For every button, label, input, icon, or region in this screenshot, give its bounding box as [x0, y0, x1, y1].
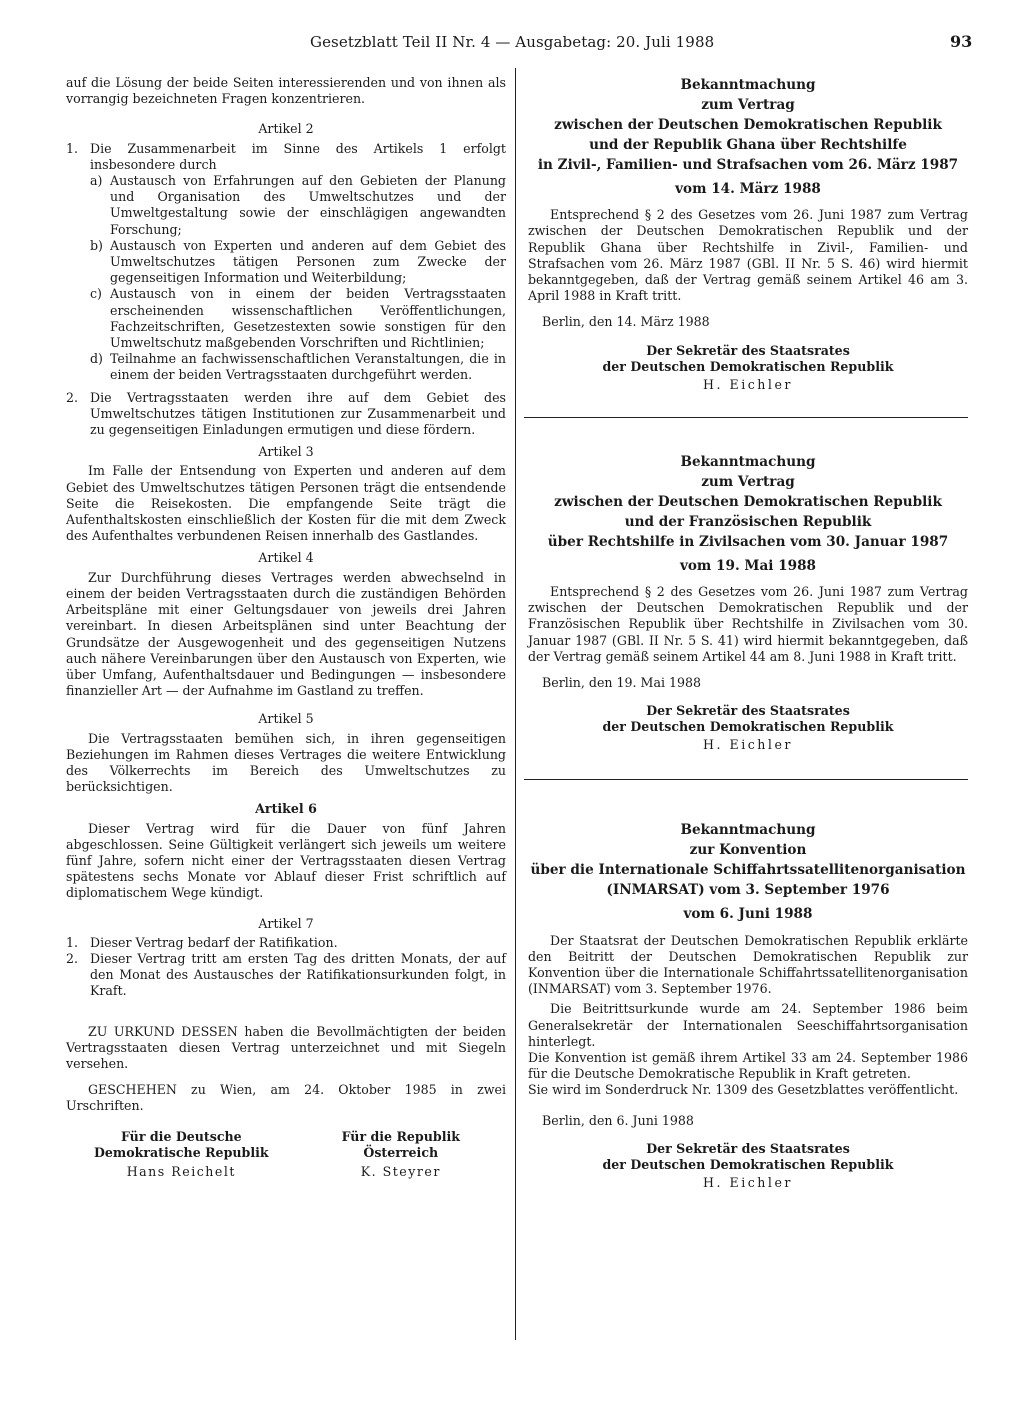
article-2-sub-b — [90, 238, 506, 287]
signatory-party-line: Für die Deutsche — [120, 1128, 242, 1144]
signature-name: H. Eichler — [703, 737, 793, 753]
intro-paragraph: auf die Lösung der beide Seiten interessierenden und von ihnen als vorrangig bezeichneten Fragen konzentrieren. — [66, 75, 506, 107]
notice-title-line: Bekanntmachung — [680, 77, 816, 93]
gazette-title: Gesetzblatt Teil II Nr. 4 — Ausgabetag: 20. Juli 1988 — [310, 33, 715, 51]
signatory-party-line: Demokratische Republik — [94, 1144, 269, 1160]
item-number: 2. — [66, 389, 79, 405]
section-divider — [524, 417, 968, 418]
article-3-text: Im Falle der Entsendung von Experten und anderen auf dem Gebiet des Umweltschutzes tätigen Personen trägt die entsendende Seite die Reisekosten. Die empfangende Seite trägt die Aufenthaltskosten einschließlich der Kosten für die mit dem Zweck des Aufenthaltes verbundenen Reisen innerhalb des Gastlandes. — [66, 463, 506, 544]
notice-title-line: Bekanntmachung — [680, 453, 816, 470]
signature-title-line: Der Sekretär des Staatsrates — [646, 703, 850, 719]
right-column — [528, 75, 968, 1191]
article-7-item-1 — [66, 935, 506, 951]
article-6-heading: Artikel 6 — [255, 801, 317, 817]
place-date: Berlin, den 6. Juni 1988 — [542, 1112, 694, 1128]
notice-title-line: Bekanntmachung — [680, 822, 816, 839]
sub-item-text: Austausch von in einem der beiden Vertragsstaaten erscheinenden wissenschaftlichen Veröffentlichungen, Fachzeitschriften, Gesetzestexten sowie sonstigen für den Umweltschutz maßgebenden Vorschriften und Richtlinien; — [110, 286, 506, 351]
signature-title-line: der Deutschen Demokratischen Republik — [602, 1156, 894, 1172]
article-5-heading: Artikel 5 — [258, 711, 314, 727]
notice-title-line: (INMARSAT) vom 3. September 1976 — [606, 882, 890, 899]
article-4-text: Zur Durchführung dieses Vertrages werden abwechselnd in einem der beiden Vertragsstaaten durch die zuständigen Behörden Arbeitspläne mit einer Geltungsdauer von jeweils drei Jahren vereinbart. In diesen Arbeitsplänen sind unter Beachtung der Grundsätze der Ausgewogenheit und des gegenseitigen Nutzens auch nähere Vereinbarungen über den Austausch von Experten, wie über Umfang, Aufenthaltsdauer und Bedingungen — insbesondere finanzieller Art — der Aufnahme im Gastland zu treffen. — [66, 569, 506, 699]
article-2-sub-d — [90, 351, 506, 383]
sub-item-letter: d) — [90, 351, 103, 367]
article-2-sub-c — [90, 286, 506, 351]
notice-title — [528, 75, 968, 175]
article-2-item-2 — [66, 390, 506, 439]
notice-title-line: zum Vertrag — [701, 97, 795, 113]
article-7-heading: Artikel 7 — [258, 915, 314, 931]
article-7-item-2 — [66, 951, 506, 1000]
sub-item-letter: b) — [90, 237, 103, 253]
notice-text: Die Konvention ist gemäß ihrem Artikel 33 am 24. September 1986 für die Deutsche Demokratische Republik in Kraft getreten. — [528, 1050, 968, 1082]
page-header — [0, 33, 1024, 55]
place-date: Berlin, den 19. Mai 1988 — [542, 675, 702, 691]
article-5-text: Die Vertragsstaaten bemühen sich, in ihren gegenseitigen Beziehungen im Rahmen dieses Vertrages die weitere Entwicklung des Völkerrechts im Bereich des Umweltschutzes zu berücksichtigen. — [66, 730, 506, 795]
signatory-name: K. Steyrer — [360, 1163, 441, 1179]
article-2-item-1 — [66, 141, 506, 173]
signatory-party-line: Für die Republik — [341, 1128, 460, 1144]
signature-title-line: Der Sekretär des Staatsrates — [646, 342, 850, 358]
item-number: 2. — [66, 950, 79, 966]
notice-ghana — [528, 75, 968, 393]
notice-text: Entsprechend § 2 des Gesetzes vom 26. Juni 1987 zum Vertrag zwischen der Deutschen Demokratischen Republik und der Republik Ghana über Rechtshilfe in Zivil-, Familien- und Strafsachen vom 26. März 1987 (GBl. II Nr. 5 S. 46) wird hiermit bekanntgegeben, daß der Vertrag gemäß seinem Artikel 46 am 3. April 1988 in Kraft tritt. — [528, 207, 968, 304]
done-at-clause: GESCHEHEN zu Wien, am 24. Oktober 1985 in zwei Urschriften. — [66, 1082, 506, 1114]
notice-france — [528, 452, 968, 754]
item-text: Die Zusammenarbeit im Sinne des Artikels 1 erfolgt insbesondere durch — [90, 140, 506, 172]
notice-title-line: über Rechtshilfe in Zivilsachen vom 30. Januar 1987 — [547, 533, 949, 550]
section-divider — [524, 779, 968, 780]
sub-item-letter: a) — [90, 173, 103, 189]
signature-title-line: der Deutschen Demokratischen Republik — [602, 719, 894, 735]
notice-date: vom 14. März 1988 — [675, 181, 821, 197]
item-number: 1. — [66, 140, 79, 156]
signature-title-line: der Deutschen Demokratischen Republik — [602, 358, 894, 374]
signature-name: H. Eichler — [703, 376, 793, 392]
notice-date: vom 6. Juni 1988 — [683, 906, 813, 923]
signatories — [66, 1129, 506, 1181]
notice-title-line: in Zivil-, Familien- und Strafsachen vom 26. März 1987 — [537, 157, 959, 173]
item-number: 1. — [66, 934, 79, 950]
article-4-heading: Artikel 4 — [258, 550, 314, 566]
article-6-text: Dieser Vertrag wird für die Dauer von fünf Jahren abgeschlossen. Seine Gültigkeit verlängert sich jeweils um weitere fünf Jahre, sofern nicht einer der Vertragsstaaten diesen Vertrag spätestens sechs Monate vor Ablauf dieser Frist schriftlich auf diplomatischem Wege kündigt. — [66, 820, 506, 901]
notice-title-line: zwischen der Deutschen Demokratischen Republik — [554, 493, 942, 510]
signatory-party-line: Österreich — [363, 1144, 439, 1160]
notice-title — [528, 820, 968, 900]
notice-title-line: und der Republik Ghana über Rechtshilfe — [589, 137, 907, 153]
signature-title-line: Der Sekretär des Staatsrates — [646, 1140, 850, 1156]
notice-inmarsat — [528, 820, 968, 1191]
notice-text: Sie wird im Sonderdruck Nr. 1309 des Gesetzblattes veröffentlicht. — [528, 1082, 959, 1098]
notice-text: Der Staatsrat der Deutschen Demokratischen Republik erklärte den Beitritt der Deutschen Demokratischen Republik zur Konvention über die Internationale Schiffahrtssatellitenorganisation (INMARSAT) vom 3. September 1976. — [528, 932, 968, 997]
article-2-heading: Artikel 2 — [258, 121, 314, 137]
place-date: Berlin, den 14. März 1988 — [542, 314, 710, 330]
notice-title-line: zum Vertrag — [701, 473, 795, 490]
left-column — [66, 75, 506, 1180]
signatory-austria — [342, 1129, 460, 1181]
sub-item-text: Austausch von Erfahrungen auf den Gebieten der Planung und Organisation des Umweltschutzes und der Umweltgestaltung sowie der einschlägigen angewandten Forschung; — [110, 173, 506, 237]
notice-text: Entsprechend § 2 des Gesetzes vom 26. Juni 1987 zum Vertrag zwischen der Deutschen Demokratischen Republik und der Französischen Republik über Rechtshilfe in Zivilsachen vom 30. Januar 1987 (GBl. II Nr. 5 S. 41) wird hiermit bekanntgegeben, daß der Vertrag gemäß seinem Artikel 44 am 8. Juni 1988 in Kraft tritt. — [528, 584, 968, 664]
notice-title-line: zwischen der Deutschen Demokratischen Republik — [554, 117, 942, 133]
signatory-name: Hans Reichelt — [126, 1163, 236, 1179]
notice-text: Die Beitrittsurkunde wurde am 24. September 1986 beim Generalsekretär der Internationalen Seeschiffahrtsorganisation hinterlegt. — [528, 1001, 968, 1049]
sub-item-text: Teilnahme an fachwissenschaftlichen Veranstaltungen, die in einem der beiden Vertragsstaaten durchgeführt werden. — [110, 351, 506, 383]
witness-clause: ZU URKUND DESSEN haben die Bevollmächtigten der beiden Vertragsstaaten diesen Vertrag unterzeichnet und mit Siegeln versehen. — [66, 1023, 506, 1071]
page-number: 93 — [950, 32, 973, 51]
notice-title-line: zur Konvention — [689, 842, 807, 859]
notice-title — [528, 452, 968, 552]
article-3-heading: Artikel 3 — [258, 444, 314, 460]
article-2-sub-a — [90, 173, 506, 238]
signatory-gdr — [94, 1129, 269, 1181]
sub-item-letter: c) — [90, 286, 102, 302]
item-text: Dieser Vertrag tritt am ersten Tag des dritten Monats, der auf den Monat des Austausches der Ratifikationsurkunden folgt, in Kraft. — [90, 950, 506, 999]
notice-title-line: und der Französischen Republik — [624, 513, 872, 530]
sub-item-text: Austausch von Experten und anderen auf dem Gebiet des Umweltschutzes tätigen Personen zum Zwecke der gegenseitigen Information und Weiterbildung; — [110, 237, 506, 286]
notice-title-line: über die Internationale Schiffahrtssatellitenorganisation — [530, 862, 966, 879]
signature-name: H. Eichler — [703, 1174, 793, 1190]
item-text: Dieser Vertrag bedarf der Ratifikation. — [90, 934, 338, 950]
item-text: Die Vertragsstaaten werden ihre auf dem Gebiet des Umweltschutzes tätigen Institutionen zur Zusammenarbeit und zu gegenseitigen Einladungen ermutigen und diese fördern. — [90, 389, 506, 438]
notice-date: vom 19. Mai 1988 — [679, 557, 817, 574]
column-divider — [515, 68, 516, 1340]
